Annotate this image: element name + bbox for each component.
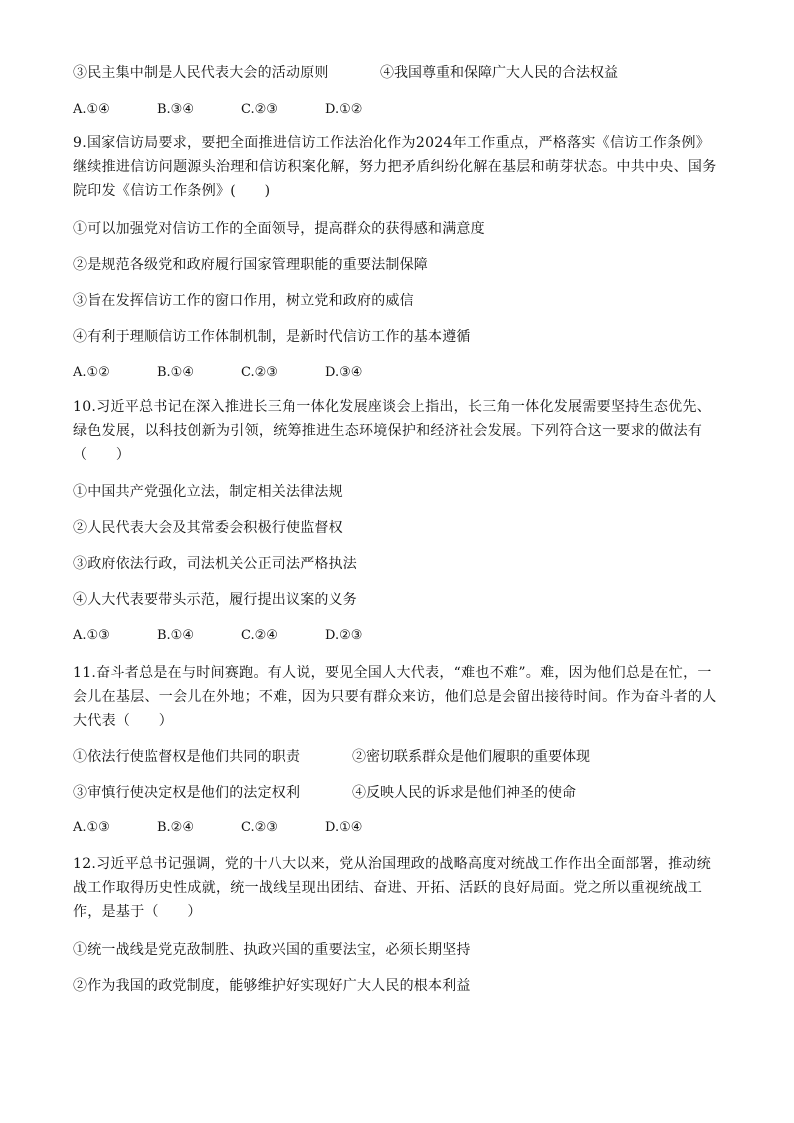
q11-stem: 11.奋斗者总是在与时间赛跑。有人说，要见全国人大代表，“难也不难”。难，因为他们总是在忙，一会儿在基层、一会儿在外地；不难，因为只要有群众来访，他们总是会留出接待时间。作为奋斗者的人大代表（ ）: [73, 665, 717, 729]
q9-option-3: ③旨在发挥信访工作的窗口作用，树立党和政府的威信: [73, 293, 414, 309]
q10-answer-d: D.②③: [325, 628, 363, 643]
q8-option-4: ④我国尊重和保障广大人民的合法权益: [380, 65, 618, 81]
q12-stem: 12.习近平总书记强调，党的十八大以来，党从治国理政的战略高度对统战工作作出全面部署，推动统战工作取得历史性成就，统一战线呈现出团结、奋进、开拓、活跃的良好局面。党之所以重视统战工作，是基于（ ）: [73, 856, 712, 920]
q10-option-3: ③政府依法行政，司法机关公正司法严格执法: [73, 556, 357, 572]
q11-answer-d: D.①④: [325, 820, 363, 835]
q9-option-4: ④有利于理顺信访工作体制机制，是新时代信访工作的基本遵循: [73, 329, 471, 345]
q11-answer-c: C.②③: [241, 820, 278, 835]
q8-answer-a: A.①④: [73, 102, 110, 117]
q11-answer-a: A.①③: [73, 820, 110, 835]
q9-answer-choices: [73, 363, 409, 383]
q12-option-2: ②作为我国的政党制度，能够维护好实现好广大人民的根本利益: [73, 978, 471, 994]
q9-answer-a: A.①②: [73, 365, 110, 380]
q12-option-1: ①统一战线是党克敌制胜、执政兴国的重要法宝，必须长期坚持: [73, 942, 471, 958]
q11-answer-b: B.②④: [157, 820, 194, 835]
q9-option-2: ②是规范各级党和政府履行国家管理职能的重要法制保障: [73, 257, 428, 273]
q10-answer-a: A.①③: [73, 628, 110, 643]
q8-option-3: ③民主集中制是人民代表大会的活动原则: [73, 65, 329, 81]
q10-option-4: ④人大代表要带头示范，履行提出议案的义务: [73, 592, 357, 608]
q9-answer-d: D.③④: [325, 365, 363, 380]
q11-option-4: ④反映人民的诉求是他们神圣的使命: [352, 785, 576, 801]
q9-option-1: ①可以加强党对信访工作的全面领导，提高群众的获得感和满意度: [73, 221, 485, 237]
q8-answer-d: D.①②: [325, 102, 363, 117]
q10-answer-b: B.①④: [157, 628, 194, 643]
q10-option-1: ①中国共产党强化立法，制定相关法律法规: [73, 484, 343, 500]
q9-answer-b: B.①④: [157, 365, 194, 380]
q10-answer-c: C.②④: [241, 628, 278, 643]
q8-answer-b: B.③④: [157, 102, 194, 117]
q10-option-2: ②人民代表大会及其常委会积极行使监督权: [73, 520, 343, 536]
q9-answer-c: C.②③: [241, 365, 278, 380]
q9-stem: 9.国家信访局要求，要把全面推进信访工作法治化作为2024年工作重点，严格落实《信访工作条例》继续推进信访问题源头治理和信访积案化解，努力把矛盾纠纷化解在基层和萌芽状态。中共中央、国务院印发《信访工作条例》( ): [73, 135, 717, 199]
q11-answer-choices: [73, 818, 409, 838]
q10-stem: 10.习近平总书记在深入推进长三角一体化发展座谈会上指出，长三角一体化发展需要坚持生态优先、绿色发展，以科技创新为引领，统筹推进生态环境保护和经济社会发展。下列符合这一要求的做法有（ ）: [73, 399, 712, 463]
q10-answer-choices: [73, 626, 409, 646]
q8-answer-choices: [73, 100, 409, 120]
q11-option-2: ②密切联系群众是他们履职的重要体现: [352, 749, 590, 765]
q8-answer-c: C.②③: [241, 102, 278, 117]
q11-option-3: ③审慎行使决定权是他们的法定权利: [73, 785, 301, 801]
q11-option-1: ①依法行使监督权是他们共同的职责: [73, 749, 301, 765]
